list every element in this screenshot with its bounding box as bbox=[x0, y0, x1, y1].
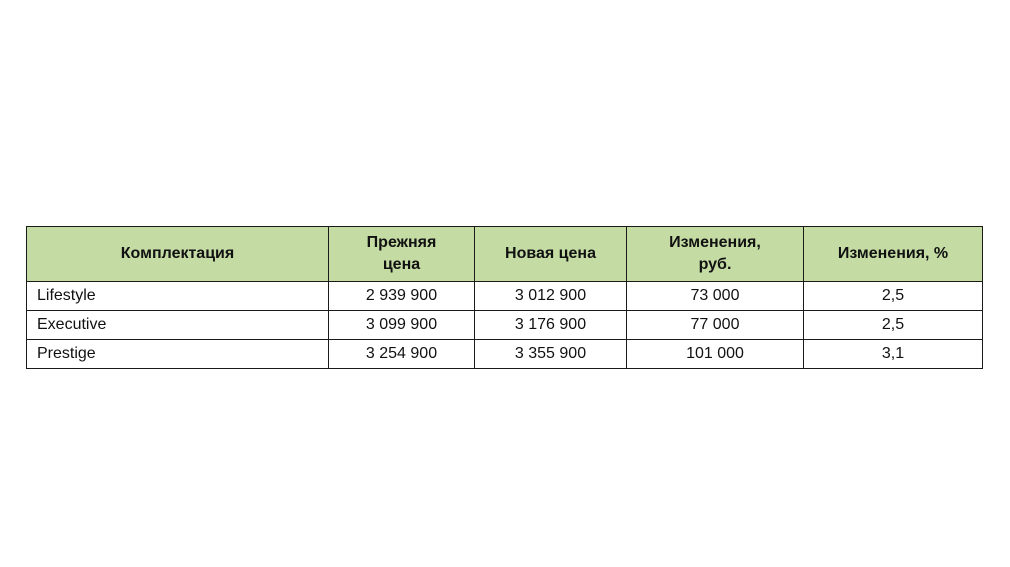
table-header-row bbox=[27, 227, 983, 282]
new-price-cell: 3 012 900 bbox=[475, 282, 627, 311]
trim-cell: Lifestyle bbox=[27, 282, 329, 311]
header-trim-label: Комплектация bbox=[120, 245, 235, 262]
old-price-cell: 3 254 900 bbox=[329, 340, 475, 369]
change-rub-cell: 73 000 bbox=[627, 282, 804, 311]
new-price-cell: 3 176 900 bbox=[475, 311, 627, 340]
header-change-rub bbox=[627, 227, 804, 282]
header-old-price-line-1: Прежняя bbox=[366, 234, 437, 251]
header-change-pct bbox=[804, 227, 983, 282]
header-change-pct-label: Изменения, % bbox=[837, 245, 949, 262]
header-new-price bbox=[475, 227, 627, 282]
old-price-cell: 2 939 900 bbox=[329, 282, 475, 311]
change-rub-cell: 101 000 bbox=[627, 340, 804, 369]
header-old-price-line-2: цена bbox=[382, 256, 421, 273]
change-pct-cell: 2,5 bbox=[804, 282, 983, 311]
change-pct-cell: 3,1 bbox=[804, 340, 983, 369]
old-price-cell: 3 099 900 bbox=[329, 311, 475, 340]
new-price-cell: 3 355 900 bbox=[475, 340, 627, 369]
price-change-table bbox=[26, 226, 983, 369]
table-row bbox=[27, 340, 983, 369]
header-trim bbox=[27, 227, 329, 282]
header-new-price-label: Новая цена bbox=[505, 245, 596, 262]
table-row bbox=[27, 282, 983, 311]
change-pct-cell: 2,5 bbox=[804, 311, 983, 340]
trim-cell: Prestige bbox=[27, 340, 329, 369]
table-row bbox=[27, 311, 983, 340]
header-change-rub-line-2: руб. bbox=[698, 256, 732, 273]
trim-cell: Executive bbox=[27, 311, 329, 340]
header-change-rub-line-1: Изменения, bbox=[669, 234, 761, 251]
header-old-price bbox=[329, 227, 475, 282]
change-rub-cell: 77 000 bbox=[627, 311, 804, 340]
